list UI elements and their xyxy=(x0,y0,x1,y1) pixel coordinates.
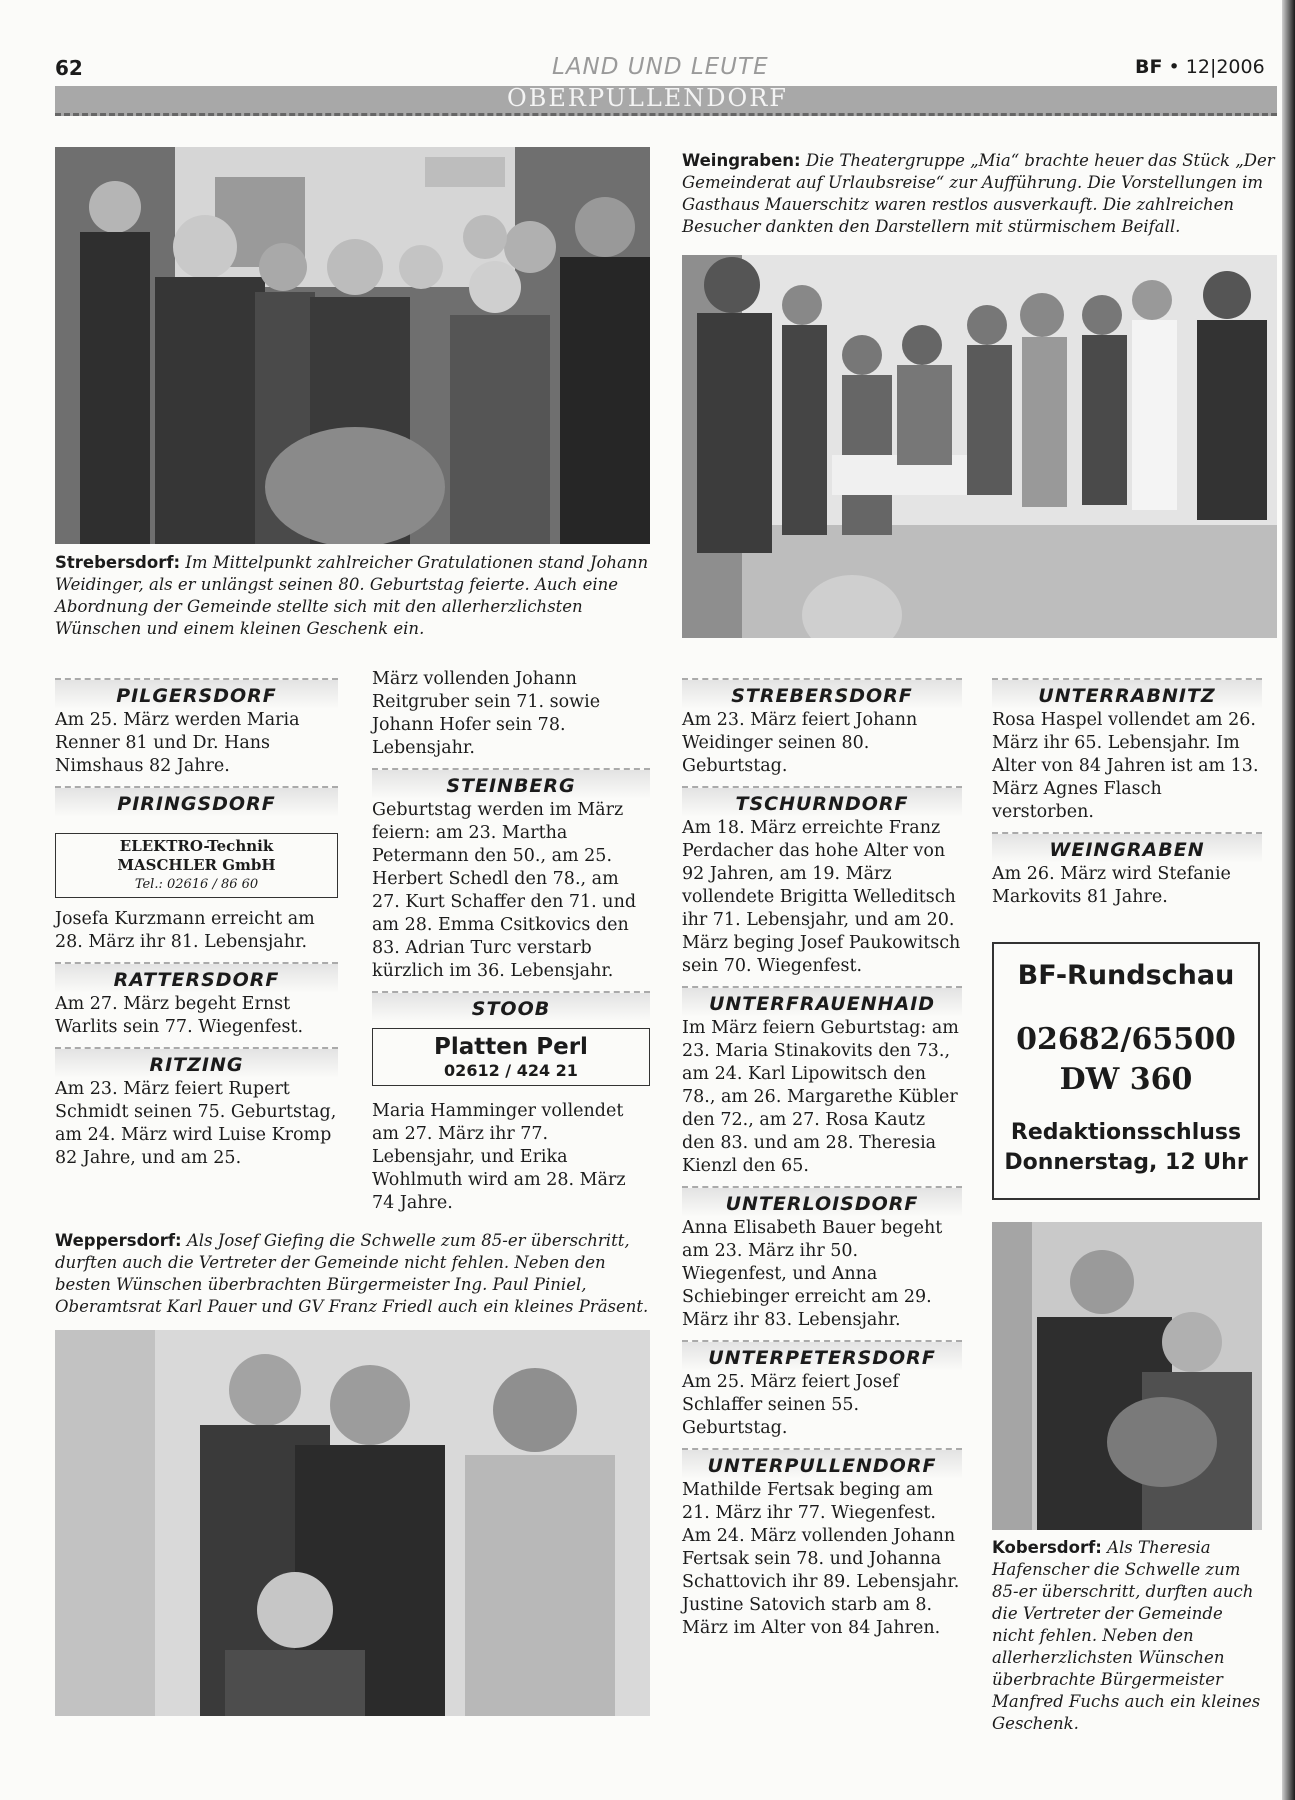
photo-weingraben xyxy=(682,255,1277,638)
heading-rattersdorf: RATTERSDORF xyxy=(55,962,338,993)
text-stoob: Maria Hamminger vollendet am 27. März ihr 77. Lebensjahr, und Erika Wohlmuth wird am 28. März 74 Jahre. xyxy=(372,1101,626,1213)
column-3 xyxy=(682,678,962,1640)
rundschau-deadline-label: Redaktionsschluss xyxy=(1010,1120,1242,1145)
issue-label: • 12|2006 xyxy=(1168,56,1265,78)
photo-weppersdorf xyxy=(55,1330,650,1716)
heading-weingraben: WEINGRABEN xyxy=(992,832,1262,863)
heading-unterpullendorf: UNTERPULLENDORF xyxy=(682,1448,962,1479)
rundschau-dw: DW 360 xyxy=(1059,1062,1193,1097)
heading-strebersdorf: STREBERSDORF xyxy=(682,678,962,709)
ad-elektro-line2: MASCHLER GmbH xyxy=(117,856,276,874)
text-steinberg: Geburtstag werden im März feiern: am 23. Martha Petermann den 50., am 25. Herbert Schedl den 78., am 27. Kurt Schaffer den 71. und am 28. Emma Csitkovics den 83. Adrian Turc verstarb kürzlich im 36. Lebensjahr. xyxy=(372,800,637,981)
heading-piringsdorf: PIRINGSDORF xyxy=(55,786,338,817)
heading-unterpetersdorf: UNTERPETERSDORF xyxy=(682,1340,962,1371)
ad-platten-tel: 02612 / 424 21 xyxy=(444,1061,578,1080)
ad-platten-name: Platten Perl xyxy=(434,1034,588,1060)
text-weingraben: Am 26. März wird Stefanie Markovits 81 Jahre. xyxy=(992,864,1231,907)
text-unterpetersdorf: Am 25. März feiert Josef Schlaffer seinen 55. Geburtstag. xyxy=(682,1372,899,1438)
caption-place: Weppersdorf: xyxy=(55,1231,182,1250)
rundschau-deadline-time: Donnerstag, 12 Uhr xyxy=(1004,1150,1248,1175)
page-number: 62 xyxy=(55,56,83,80)
heading-unterfrauenhaid: UNTERFRAUENHAID xyxy=(682,986,962,1017)
ad-bf-rundschau xyxy=(992,942,1260,1200)
caption-place: Weingraben: xyxy=(682,151,801,170)
text-rattersdorf: Am 27. März begeht Ernst Warlits sein 77. Wiegenfest. xyxy=(55,994,304,1037)
text-unterfrauenhaid: Im März feiern Geburtstag: am 23. Maria Stinakovits den 73., am 24. Karl Lipowitsch den 78., am 26. Margarethe Kübler den 72., am 27. Rosa Kautz den 83. und am 28. Theresia Kienzl den 65. xyxy=(682,1018,959,1176)
region-title: OBERPULLENDORF xyxy=(507,84,788,112)
text-unterloisdorf: Anna Elisabeth Bauer begeht am 23. März ihr 50. Wiegenfest, und Anna Schiebinger erreicht am 29. März ihr 83. Lebensjahr. xyxy=(682,1218,943,1330)
heading-pilgersdorf: PILGERSDORF xyxy=(55,678,338,709)
ad-elektro-maschler xyxy=(55,833,338,898)
page-binding-edge xyxy=(1282,0,1295,1800)
heading-stoob: STOOB xyxy=(372,991,650,1022)
column-2 xyxy=(372,668,650,1215)
caption-text: Als Josef Giefing die Schwelle zum 85-er überschritt, durften auch die Vertreter der Gemeinde nicht fehlen. Neben den besten Wünschen überbrachten Bürgermeister Ing. Paul Piniel, Oberamtsrat Karl Pauer und GV Franz Friedl auch ein kleines Präsent. xyxy=(55,1231,649,1316)
brand-label: BF xyxy=(1135,56,1163,78)
heading-unterloisdorf: UNTERLOISDORF xyxy=(682,1186,962,1217)
photo-strebersdorf xyxy=(55,147,650,544)
heading-unterrabnitz: UNTERRABNITZ xyxy=(992,678,1262,709)
caption-kobersdorf xyxy=(992,1537,1262,1735)
text-pilgersdorf: Am 25. März werden Maria Renner 81 und Dr. Hans Nimshaus 82 Jahre. xyxy=(55,710,300,776)
caption-place: Strebersdorf: xyxy=(55,553,181,572)
text-strebersdorf: Am 23. März feiert Johann Weidinger seinen 80. Geburtstag. xyxy=(682,710,918,776)
heading-steinberg: STEINBERG xyxy=(372,768,650,799)
column-1 xyxy=(55,678,338,1170)
text-unterpullendorf: Mathilde Fertsak beging am 21. März ihr 77. Wiegenfest. Am 24. März vollenden Johann Fertsak sein 78. und Johanna Schattovich ihr 89. Lebensjahr. Justine Satovich starb am 8. März im Alter von 84 Jahren. xyxy=(682,1480,960,1638)
text-ritzing: Am 23. März feiert Rupert Schmidt seinen 75. Geburtstag, am 24. März wird Luise Kromp 82 Jahre, und am 25. xyxy=(55,1079,337,1168)
text-tschurndorf: Am 18. März erreichte Franz Perdacher das hohe Alter von 92 Jahren, am 19. März vollendete Brigitta Welleditsch ihr 71. Lebensjahr, und am 20. März beging Josef Paukowitsch sein 70. Wiegenfest. xyxy=(682,818,961,976)
caption-weppersdorf xyxy=(55,1230,650,1318)
caption-text: Im Mittelpunkt zahlreicher Gratulationen stand Johann Weidinger, als er unlängst seinen 80. Geburtstag feierte. Auch eine Abordnung der Gemeinde stellte sich mit den allerherzlichsten Wünschen und einem kleinen Geschenk ein. xyxy=(55,553,649,638)
text-piringsdorf: Josefa Kurzmann erreicht am 28. März ihr 81. Lebensjahr. xyxy=(55,909,315,952)
section-title: LAND UND LEUTE xyxy=(552,54,769,80)
caption-strebersdorf xyxy=(55,552,650,640)
photo-kobersdorf xyxy=(992,1222,1262,1530)
column-4 xyxy=(992,678,1262,909)
ad-elektro-tel: Tel.: 02616 / 86 60 xyxy=(134,877,259,892)
caption-text: Als Theresia Hafenscher die Schwelle zum 85-er überschritt, durften auch die Vertreter der Gemeinde nicht fehlen. Neben den allerherzlichsten Wünschen überbrachte Bürgermeister Manfred Fuchs auch ein kleines Geschenk. xyxy=(992,1538,1261,1733)
text-ritzing-continued: März vollenden Johann Reitgruber sein 71. sowie Johann Hofer sein 78. Lebensjahr. xyxy=(372,669,601,758)
heading-tschurndorf: TSCHURNDORF xyxy=(682,786,962,817)
caption-weingraben xyxy=(682,150,1277,238)
ad-platten-perl xyxy=(372,1028,650,1086)
caption-place: Kobersdorf: xyxy=(992,1538,1102,1557)
issue-mark xyxy=(1135,56,1265,78)
rundschau-phone: 02682/65500 xyxy=(1016,1022,1236,1057)
heading-ritzing: RITZING xyxy=(55,1047,338,1078)
ad-elektro-line1: ELEKTRO-Technik xyxy=(119,837,274,855)
caption-text: Die Theatergruppe „Mia“ brachte heuer das Stück „Der Gemeinderat auf Urlaubsreise“ zur Aufführung. Die Vorstellungen im Gasthaus Mauerschitz waren restlos ausverkauft. Die zahlreichen Besucher dankten den Darstellern mit stürmischem Beifall. xyxy=(682,151,1275,236)
text-unterrabnitz: Rosa Haspel vollendet am 26. März ihr 65. Lebensjahr. Im Alter von 84 Jahren ist am 13. März Agnes Flasch verstorben. xyxy=(992,710,1259,822)
rundschau-title: BF-Rundschau xyxy=(1017,960,1235,991)
